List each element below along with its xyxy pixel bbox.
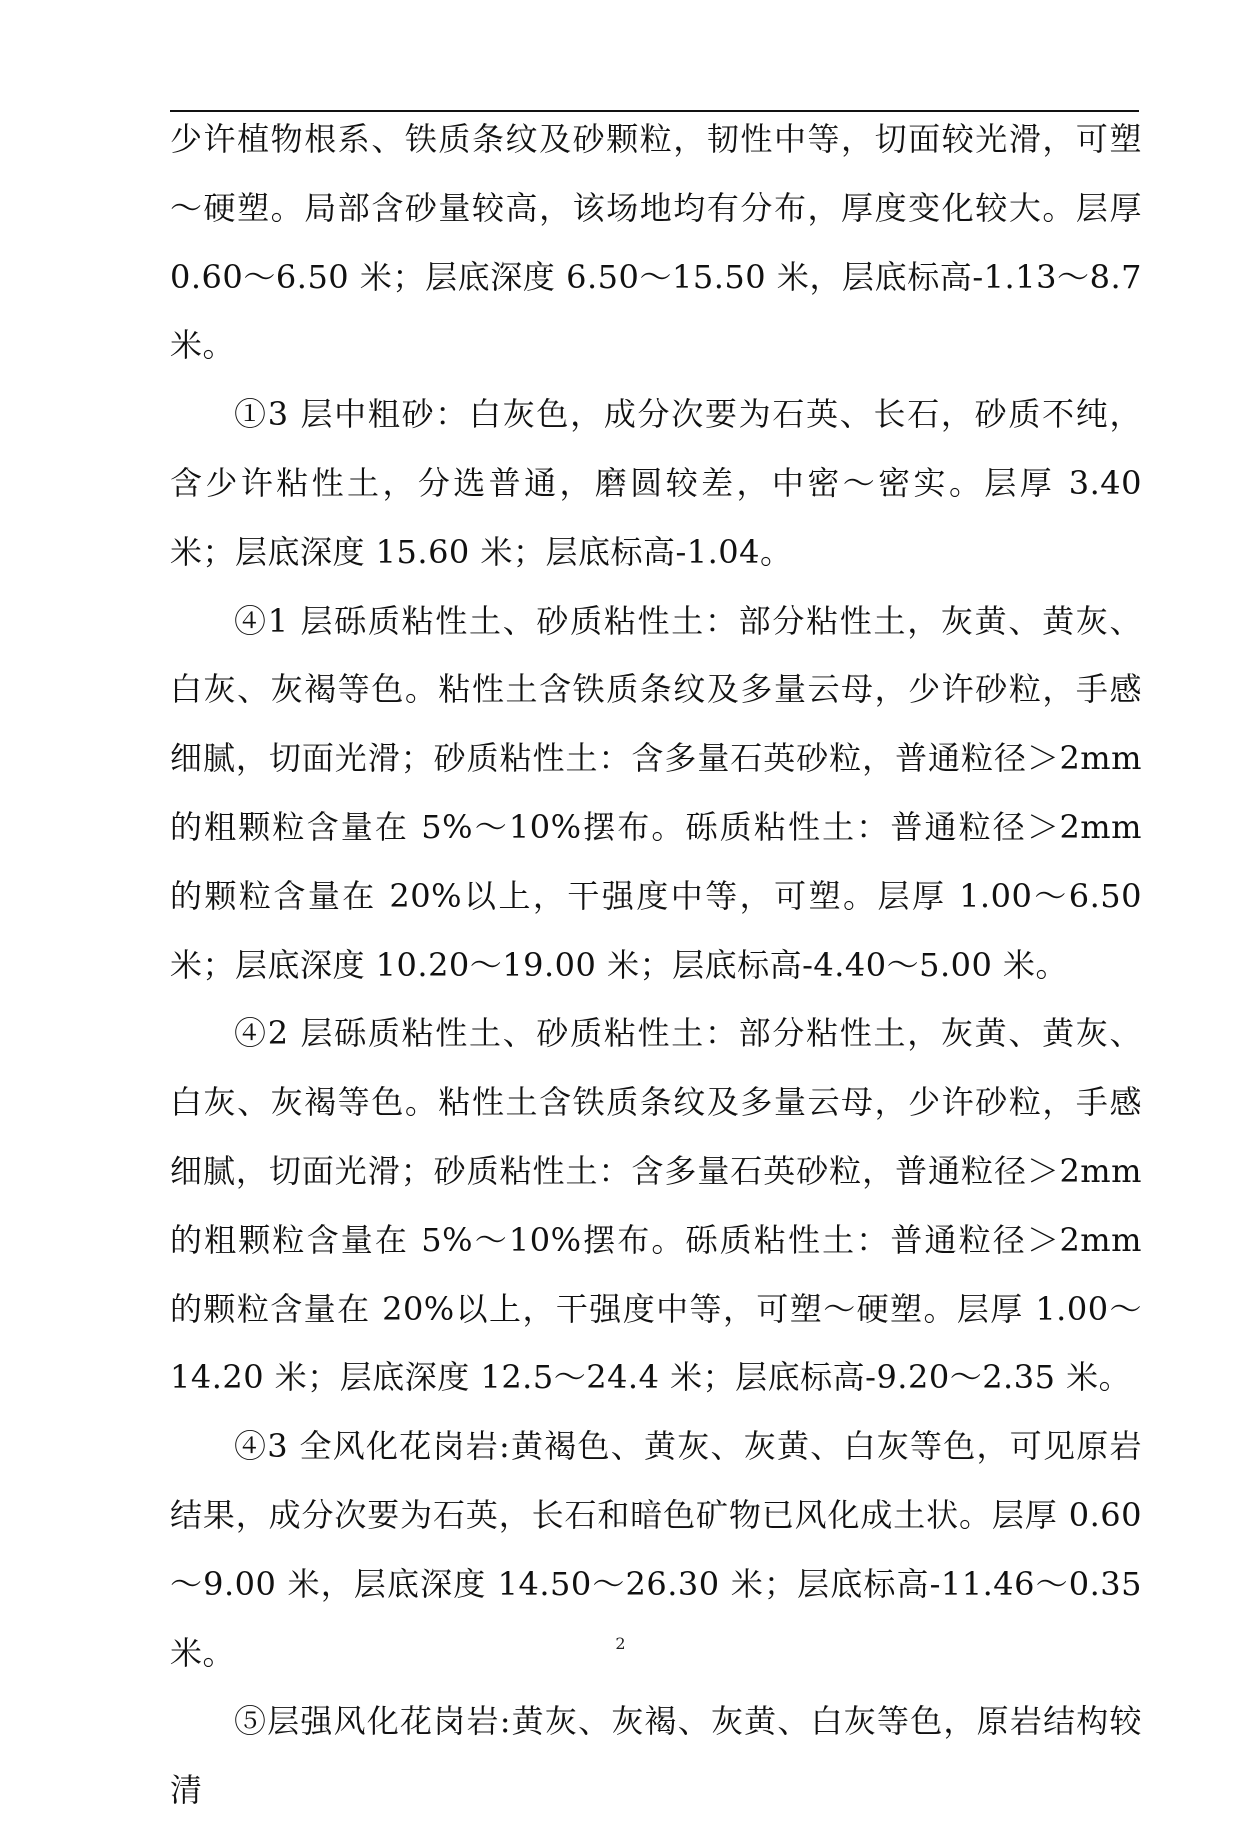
- paragraph-continuation: 少许植物根系、铁质条纹及砂颗粒，韧性中等，切面较光滑，可塑～硬塑。局部含砂量较高，该场地均有分布，厚度变化较大。层厚 0.60～6.50 米；层底深度 6.50～15.50 米，层底标高-1.13～8.7 米。: [170, 120, 1142, 365]
- document-body: [170, 105, 1142, 1825]
- paragraph-layer-4-2: ④2 层砾质粘性土、砂质粘性土：部分粘性土，灰黄、黄灰、白灰、灰褐等色。粘性土含铁质条纹及多量云母，少许砂粒，手感细腻，切面光滑；砂质粘性土：含多量石英砂粒，普通粒径＞2mm 的粗颗粒含量在 5%～10%摆布。砾质粘性土：普通粒径＞2mm 的颗粒含量在 20%以上，干强度中等，可塑～硬塑。层厚 1.00～14.20 米；层底深度 12.5～24.4 米；层底标高-9.20～2.35 米。: [170, 1014, 1142, 1397]
- paragraph-layer-5: ⑤层强风化花岗岩:黄灰、灰褐、灰黄、白灰等色，原岩结构较清: [170, 1702, 1142, 1810]
- page-number: 2: [615, 1634, 626, 1653]
- paragraph-layer-1-3: ①3 层中粗砂：白灰色，成分次要为石英、长石，砂质不纯，含少许粘性土，分选普通，磨圆较差，中密～密实。层厚 3.40 米；层底深度 15.60 米；层底标高-1.04。: [170, 395, 1142, 571]
- paragraph-layer-4-1: ④1 层砾质粘性土、砂质粘性土：部分粘性土，灰黄、黄灰、白灰、灰褐等色。粘性土含铁质条纹及多量云母，少许砂粒，手感细腻，切面光滑；砂质粘性土：含多量石英砂粒，普通粒径＞2mm 的粗颗粒含量在 5%～10%摆布。砾质粘性土：普通粒径＞2mm 的颗粒含量在 20%以上，干强度中等，可塑。层厚 1.00～6.50 米；层底深度 10.20～19.00 米；层底标高-4.40～5.00 米。: [170, 601, 1142, 984]
- paragraph-layer-4-3: ④3 全风化花岗岩:黄褐色、黄灰、灰黄、白灰等色，可见原岩结果，成分次要为石英，长石和暗色矿物已风化成土状。层厚 0.60～9.00 米，层底深度 14.50～26.30 米；层底标高-11.46～0.35 米。: [170, 1427, 1142, 1672]
